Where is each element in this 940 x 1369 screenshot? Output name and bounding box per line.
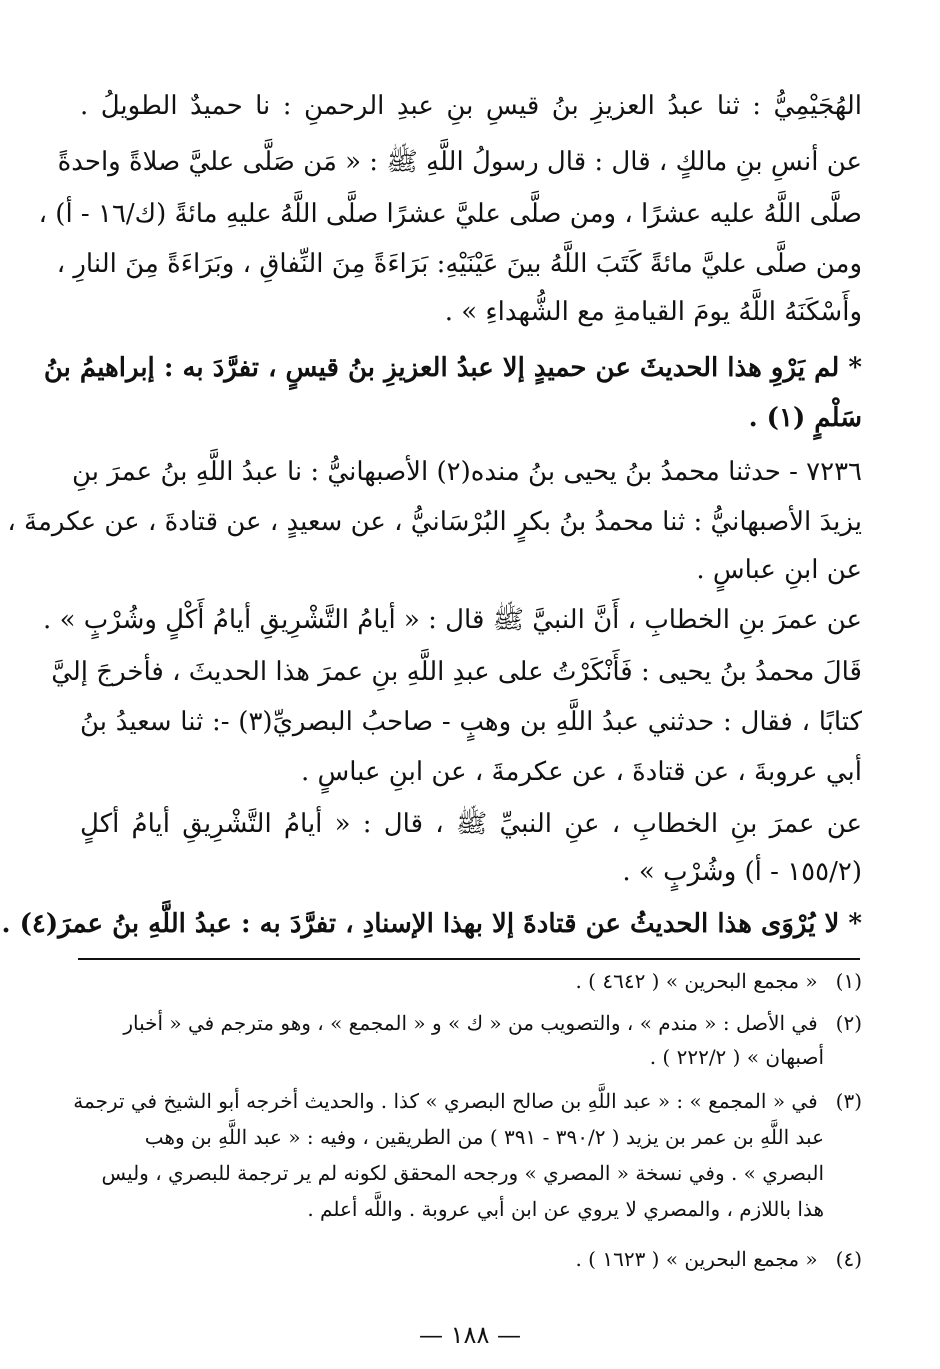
body-line-6: * لم يَرْوِ هذا الحديثَ عن حميدٍ إلا عبدُ العزيزِ بنُ قيسٍ ، تفرَّدَ به : إبراهيمُ بنُ <box>43 353 862 383</box>
body-line-15: عن عمرَ بنِ الخطابِ ، عنِ النبيِّ ﷺ ، قال : « أيامُ التَّشْرِيقِ أيامُ أكلٍ <box>80 809 862 839</box>
footnote-3 <box>73 1086 862 1116</box>
footnote-3-line-2: عبد اللَّهِ بن عمر بن يزيد ( ٣٩٠/٢ - ٣٩١ ) من الطريقين ، وفيه : « عبد اللَّهِ بن وهب <box>144 1125 824 1149</box>
body-line-4: ومن صلَّى عليَّ مائةً كَتَبَ اللَّهُ بينَ عَيْنَيْهِ: بَرَاءَةً مِنَ النِّفاقِ ، وبَرَاءَةً مِنَ النارِ ، <box>56 249 862 279</box>
footnote-text: في « المجمع » : « عبد اللَّهِ بن صالح البصري » كذا . والحديث أخرجه أبو الشيخ في ترجمة <box>73 1089 818 1113</box>
body-line-16: (١٥٥/٢ - أ) وشُرْبٍ » . <box>622 857 862 887</box>
body-line-5: وأَسْكَنَهُ اللَّهُ يومَ القيامةِ مع الشُّهداءِ » . <box>444 297 862 327</box>
footnote-2-line-2: أصبهان » ( ٢٢٢/٢ ) . <box>649 1045 824 1069</box>
footnote-2 <box>80 1008 862 1038</box>
body-line-1: الهُجَيْمِيُّ : ثنا عبدُ العزيزِ بنُ قيسِ بنِ عبدِ الرحمنِ : نا حميدٌ الطويلُ . <box>80 91 862 121</box>
page-number: — ١٨٨ — <box>419 1321 521 1349</box>
footnote-1 <box>80 966 862 996</box>
footnote-text: « مجمع البحرين » ( ١٦٢٣ ) . <box>575 1247 818 1271</box>
footnote-3-line-4: هذا باللازم ، والمصري لا يروي عن ابن أبي عروبة . واللَّه أعلم . <box>307 1197 824 1221</box>
footnote-text: في الأصل : « مندم » ، والتصويب من « ك » و « المجمع » ، وهو مترجم في « أخبار <box>123 1011 818 1035</box>
body-line-17: * لا يُرْوَى هذا الحديثُ عن قتادةَ إلا بهذا الإسنادِ ، تفرَّدَ به : عبدُ اللَّهِ بنُ عمرَ(٤) . <box>1 909 862 939</box>
body-line-8: ٧٢٣٦ - حدثنا محمدُ بنُ يحيى بنُ منده(٢) الأصبهانيُّ : نا عبدُ اللَّهِ بنُ عمرَ بنِ <box>72 457 862 487</box>
footnote-3-line-3: البصري » . وفي نسخة « المصري » ورجحه المحقق لكونه لم ير ترجمة للبصري ، وليس <box>101 1161 824 1185</box>
body-line-2: عن أنسِ بنِ مالكٍ ، قال : قال رسولُ اللَّهِ ﷺ : « مَن صَلَّى عليَّ صلاةً واحدةً <box>57 147 862 177</box>
footnote-4 <box>80 1244 862 1274</box>
body-line-12: قَالَ محمدُ بنُ يحيى : فَأَنْكَرْتُ على عبدِ اللَّهِ بنِ عمرَ هذا الحديثَ ، فأخرجَ إليَّ <box>51 657 862 687</box>
body-line-7: سَلْمٍ (١) . <box>748 403 862 433</box>
footnote-separator <box>78 958 860 960</box>
body-line-10: عن ابنِ عباسٍ . <box>696 555 862 585</box>
footnote-number: (٢) <box>835 1011 862 1035</box>
footnote-number: (٣) <box>835 1089 862 1113</box>
body-line-3: صلَّى اللَّهُ عليه عشرًا ، ومن صلَّى عليَّ عشرًا صلَّى اللَّهُ عليهِ مائةً (ك/١٦ - أ) ، <box>38 199 862 229</box>
body-line-9: يزيدَ الأصبهانيُّ : ثنا محمدُ بنُ بكرٍ البُرْسَانيُّ ، عن سعيدٍ ، عن قتادةَ ، عن عكرمةَ ، <box>7 507 862 537</box>
footnote-number: (٤) <box>835 1247 862 1271</box>
body-line-13: كتابًا ، فقال : حدثني عبدُ اللَّهِ بن وهبٍ - صاحبُ البصريِّ(٣) -: ثنا سعيدُ بنُ <box>80 707 862 737</box>
body-line-14: أبي عروبةَ ، عن قتادةَ ، عن عكرمةَ ، عن ابنِ عباسٍ . <box>300 757 862 787</box>
body-line-11: عن عمرَ بنِ الخطابِ ، أَنَّ النبيَّ ﷺ قال : « أيامُ التَّشْرِيقِ أيامُ أَكْلٍ وشُرْبٍ » . <box>43 605 862 635</box>
footnote-number: (١) <box>835 969 862 993</box>
footnote-text: « مجمع البحرين » ( ٤٦٤٢ ) . <box>575 969 818 993</box>
